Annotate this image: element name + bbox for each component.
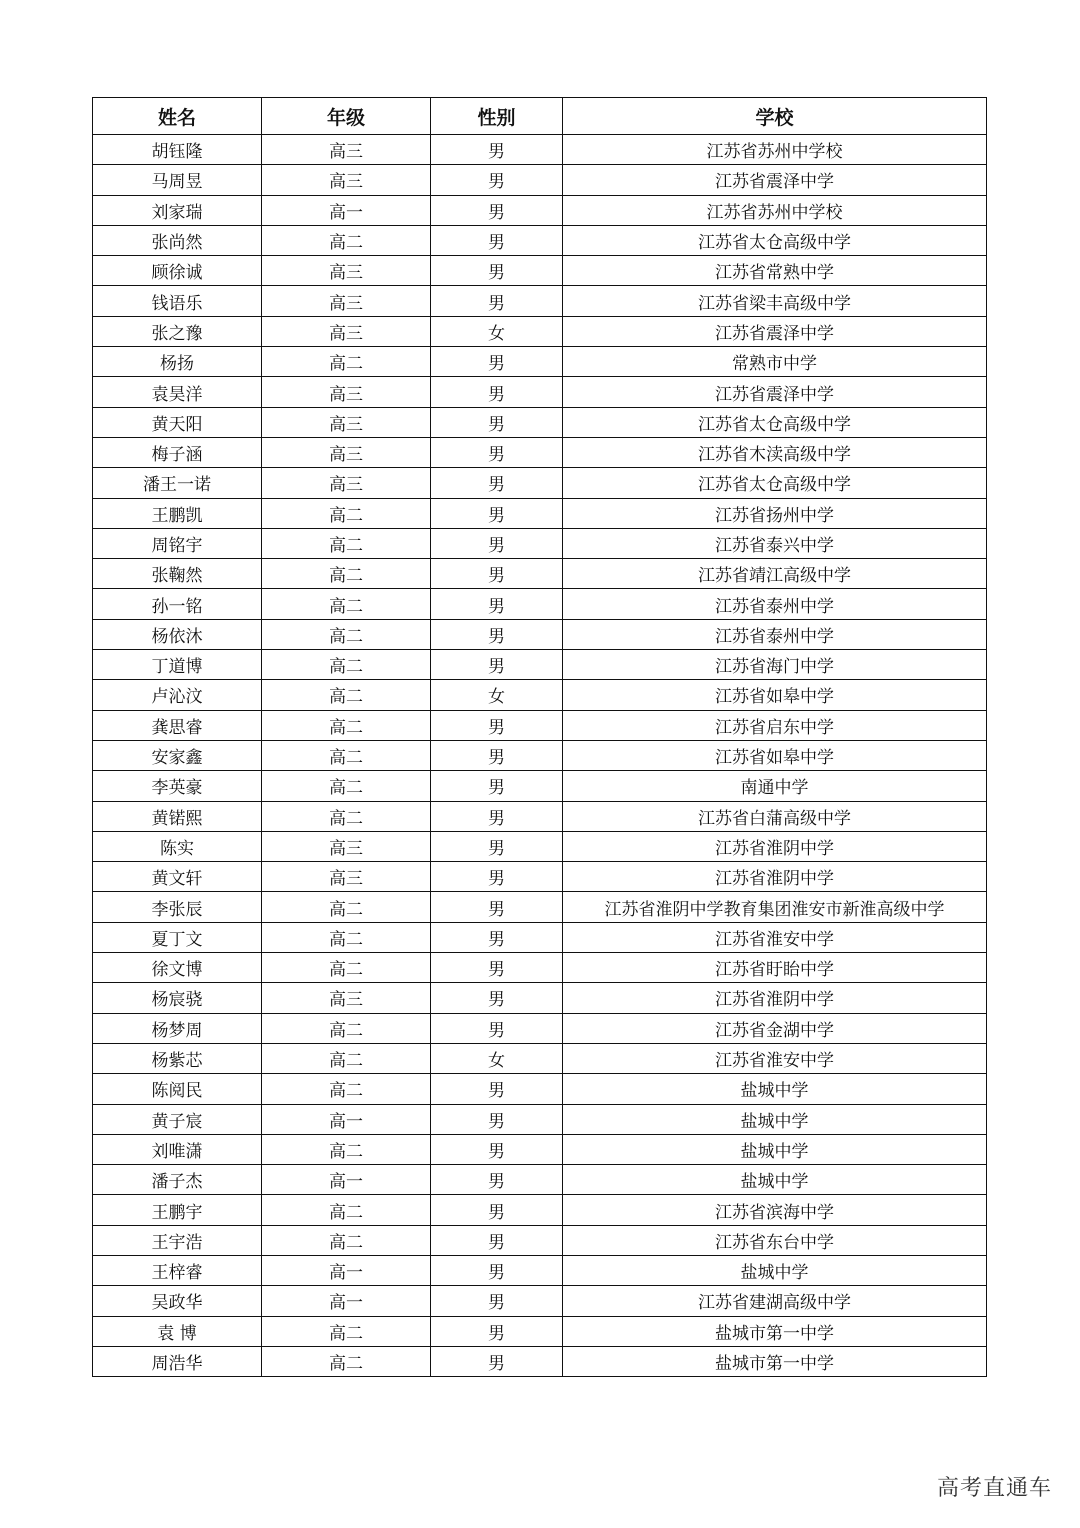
- table-row: [93, 619, 987, 649]
- cell-gender: 男: [431, 1195, 563, 1225]
- cell-grade: 高三: [262, 256, 431, 286]
- cell-school: 常熟市中学: [563, 347, 987, 377]
- cell-school: 江苏省苏州中学校: [563, 195, 987, 225]
- cell-gender: 男: [431, 347, 563, 377]
- cell-gender: 男: [431, 1165, 563, 1195]
- table-row: [93, 1165, 987, 1195]
- cell-gender: 男: [431, 710, 563, 740]
- cell-school: 江苏省震泽中学: [563, 377, 987, 407]
- cell-school: 江苏省淮阴中学: [563, 862, 987, 892]
- table-row: [93, 225, 987, 255]
- cell-school: 盐城市第一中学: [563, 1346, 987, 1376]
- cell-grade: 高三: [262, 165, 431, 195]
- cell-name: 安家鑫: [93, 740, 262, 770]
- header-school: 学校: [563, 98, 987, 135]
- cell-school: 江苏省常熟中学: [563, 256, 987, 286]
- cell-school: 江苏省淮安中学: [563, 1043, 987, 1073]
- table-row: [93, 256, 987, 286]
- cell-name: 丁道博: [93, 650, 262, 680]
- cell-name: 马周昱: [93, 165, 262, 195]
- cell-name: 潘子杰: [93, 1165, 262, 1195]
- table-row: [93, 1225, 987, 1255]
- cell-name: 夏丁文: [93, 922, 262, 952]
- student-table: [92, 97, 987, 1377]
- cell-school: 江苏省太仓高级中学: [563, 468, 987, 498]
- cell-grade: 高三: [262, 862, 431, 892]
- cell-grade: 高三: [262, 831, 431, 861]
- cell-grade: 高三: [262, 316, 431, 346]
- cell-name: 刘家瑞: [93, 195, 262, 225]
- cell-school: 盐城中学: [563, 1255, 987, 1285]
- table-row: [93, 771, 987, 801]
- cell-name: 吴政华: [93, 1286, 262, 1316]
- cell-school: 江苏省淮阴中学: [563, 831, 987, 861]
- cell-name: 杨梦周: [93, 1013, 262, 1043]
- cell-grade: 高三: [262, 407, 431, 437]
- cell-school: 江苏省震泽中学: [563, 165, 987, 195]
- cell-grade: 高三: [262, 983, 431, 1013]
- cell-school: 江苏省木渎高级中学: [563, 437, 987, 467]
- table-row: [93, 165, 987, 195]
- cell-gender: 男: [431, 1225, 563, 1255]
- cell-school: 盐城市第一中学: [563, 1316, 987, 1346]
- cell-gender: 男: [431, 1104, 563, 1134]
- cell-school: 江苏省建湖高级中学: [563, 1286, 987, 1316]
- cell-name: 卢沁汶: [93, 680, 262, 710]
- cell-school: 江苏省如皋中学: [563, 680, 987, 710]
- table-row: [93, 1286, 987, 1316]
- cell-name: 钱语乐: [93, 286, 262, 316]
- cell-school: 江苏省如皋中学: [563, 740, 987, 770]
- cell-school: 江苏省东台中学: [563, 1225, 987, 1255]
- cell-grade: 高二: [262, 347, 431, 377]
- cell-gender: 男: [431, 1346, 563, 1376]
- cell-grade: 高二: [262, 225, 431, 255]
- cell-name: 龚思睿: [93, 710, 262, 740]
- cell-grade: 高二: [262, 498, 431, 528]
- cell-name: 周铭宇: [93, 528, 262, 558]
- cell-gender: 男: [431, 195, 563, 225]
- cell-name: 徐文博: [93, 953, 262, 983]
- cell-name: 李张辰: [93, 892, 262, 922]
- table-row: [93, 983, 987, 1013]
- cell-school: 江苏省滨海中学: [563, 1195, 987, 1225]
- cell-grade: 高二: [262, 953, 431, 983]
- cell-grade: 高一: [262, 1286, 431, 1316]
- cell-name: 孙一铭: [93, 589, 262, 619]
- table-row: [93, 801, 987, 831]
- header-gender: 性别: [431, 98, 563, 135]
- cell-gender: 男: [431, 801, 563, 831]
- cell-school: 江苏省泰州中学: [563, 619, 987, 649]
- cell-gender: 男: [431, 771, 563, 801]
- cell-school: 江苏省震泽中学: [563, 316, 987, 346]
- table-row: [93, 377, 987, 407]
- cell-grade: 高二: [262, 1316, 431, 1346]
- table-row: [93, 286, 987, 316]
- cell-gender: 男: [431, 862, 563, 892]
- cell-school: 江苏省盱眙中学: [563, 953, 987, 983]
- cell-name: 黄锘熙: [93, 801, 262, 831]
- cell-gender: 男: [431, 619, 563, 649]
- table-row: [93, 347, 987, 377]
- table-row: [93, 953, 987, 983]
- table-row: [93, 922, 987, 952]
- cell-grade: 高三: [262, 468, 431, 498]
- cell-gender: 男: [431, 983, 563, 1013]
- cell-gender: 男: [431, 165, 563, 195]
- cell-grade: 高二: [262, 680, 431, 710]
- cell-grade: 高一: [262, 1104, 431, 1134]
- cell-gender: 男: [431, 1255, 563, 1285]
- cell-name: 潘王一诺: [93, 468, 262, 498]
- cell-grade: 高二: [262, 1134, 431, 1164]
- table-row: [93, 892, 987, 922]
- cell-gender: 男: [431, 528, 563, 558]
- cell-name: 李英豪: [93, 771, 262, 801]
- student-table-container: [92, 97, 986, 1377]
- cell-gender: 男: [431, 650, 563, 680]
- cell-gender: 男: [431, 953, 563, 983]
- cell-school: 江苏省白蒲高级中学: [563, 801, 987, 831]
- cell-school: 江苏省启东中学: [563, 710, 987, 740]
- cell-grade: 高二: [262, 1346, 431, 1376]
- table-row: [93, 1013, 987, 1043]
- cell-school: 盐城中学: [563, 1134, 987, 1164]
- table-row: [93, 831, 987, 861]
- cell-gender: 男: [431, 135, 563, 165]
- table-body: [93, 135, 987, 1377]
- cell-gender: 男: [431, 286, 563, 316]
- cell-gender: 男: [431, 1316, 563, 1346]
- cell-gender: 男: [431, 740, 563, 770]
- table-row: [93, 680, 987, 710]
- cell-gender: 男: [431, 256, 563, 286]
- cell-school: 江苏省靖江高级中学: [563, 559, 987, 589]
- cell-grade: 高二: [262, 710, 431, 740]
- cell-grade: 高二: [262, 771, 431, 801]
- cell-grade: 高二: [262, 740, 431, 770]
- cell-grade: 高二: [262, 1013, 431, 1043]
- cell-grade: 高二: [262, 650, 431, 680]
- cell-grade: 高三: [262, 437, 431, 467]
- cell-grade: 高三: [262, 135, 431, 165]
- cell-school: 江苏省苏州中学校: [563, 135, 987, 165]
- cell-name: 黄子宸: [93, 1104, 262, 1134]
- cell-school: 江苏省泰兴中学: [563, 528, 987, 558]
- table-row: [93, 1346, 987, 1376]
- cell-grade: 高二: [262, 619, 431, 649]
- cell-gender: 男: [431, 1013, 563, 1043]
- cell-name: 杨扬: [93, 347, 262, 377]
- cell-school: 江苏省泰州中学: [563, 589, 987, 619]
- cell-name: 王鹏凯: [93, 498, 262, 528]
- cell-gender: 女: [431, 316, 563, 346]
- cell-school: 江苏省淮阴中学教育集团淮安市新淮高级中学: [563, 892, 987, 922]
- cell-name: 黄文轩: [93, 862, 262, 892]
- cell-gender: 男: [431, 377, 563, 407]
- cell-gender: 男: [431, 1286, 563, 1316]
- cell-gender: 男: [431, 559, 563, 589]
- table-row: [93, 1255, 987, 1285]
- watermark: 高考直通车: [936, 1476, 1052, 1501]
- cell-name: 王梓睿: [93, 1255, 262, 1285]
- cell-name: 杨紫芯: [93, 1043, 262, 1073]
- cell-school: 江苏省金湖中学: [563, 1013, 987, 1043]
- cell-grade: 高一: [262, 195, 431, 225]
- cell-name: 王宇浩: [93, 1225, 262, 1255]
- cell-name: 杨依沐: [93, 619, 262, 649]
- table-row: [93, 498, 987, 528]
- cell-name: 黄天阳: [93, 407, 262, 437]
- cell-gender: 男: [431, 831, 563, 861]
- table-row: [93, 862, 987, 892]
- table-row: [93, 135, 987, 165]
- cell-grade: 高二: [262, 892, 431, 922]
- table-row: [93, 559, 987, 589]
- cell-name: 张之豫: [93, 316, 262, 346]
- cell-grade: 高二: [262, 922, 431, 952]
- header-name: 姓名: [93, 98, 262, 135]
- cell-grade: 高一: [262, 1255, 431, 1285]
- cell-gender: 男: [431, 437, 563, 467]
- table-row: [93, 1043, 987, 1073]
- cell-school: 江苏省淮阴中学: [563, 983, 987, 1013]
- cell-gender: 男: [431, 922, 563, 952]
- cell-school: 江苏省淮安中学: [563, 922, 987, 952]
- cell-name: 袁昊洋: [93, 377, 262, 407]
- table-row: [93, 407, 987, 437]
- cell-grade: 高二: [262, 1225, 431, 1255]
- cell-grade: 高二: [262, 1074, 431, 1104]
- cell-grade: 高二: [262, 559, 431, 589]
- table-row: [93, 650, 987, 680]
- table-row: [93, 1134, 987, 1164]
- table-row: [93, 195, 987, 225]
- table-row: [93, 528, 987, 558]
- table-header-row: [93, 98, 987, 135]
- cell-school: 盐城中学: [563, 1104, 987, 1134]
- cell-grade: 高二: [262, 1043, 431, 1073]
- cell-grade: 高二: [262, 801, 431, 831]
- cell-school: 盐城中学: [563, 1165, 987, 1195]
- cell-gender: 女: [431, 680, 563, 710]
- cell-grade: 高二: [262, 1195, 431, 1225]
- table-row: [93, 710, 987, 740]
- cell-name: 刘唯潇: [93, 1134, 262, 1164]
- cell-grade: 高二: [262, 589, 431, 619]
- cell-gender: 男: [431, 407, 563, 437]
- cell-grade: 高三: [262, 286, 431, 316]
- table-row: [93, 468, 987, 498]
- cell-name: 袁 博: [93, 1316, 262, 1346]
- cell-school: 南通中学: [563, 771, 987, 801]
- cell-name: 顾徐诚: [93, 256, 262, 286]
- cell-school: 盐城中学: [563, 1074, 987, 1104]
- cell-grade: 高二: [262, 528, 431, 558]
- table-row: [93, 1195, 987, 1225]
- cell-name: 陈阅民: [93, 1074, 262, 1104]
- cell-gender: 男: [431, 498, 563, 528]
- cell-name: 周浩华: [93, 1346, 262, 1376]
- header-grade: 年级: [262, 98, 431, 135]
- cell-school: 江苏省扬州中学: [563, 498, 987, 528]
- cell-gender: 男: [431, 589, 563, 619]
- table-row: [93, 589, 987, 619]
- cell-gender: 男: [431, 225, 563, 255]
- cell-grade: 高一: [262, 1165, 431, 1195]
- cell-gender: 男: [431, 892, 563, 922]
- table-row: [93, 437, 987, 467]
- cell-school: 江苏省海门中学: [563, 650, 987, 680]
- cell-school: 江苏省太仓高级中学: [563, 225, 987, 255]
- cell-name: 王鹏宇: [93, 1195, 262, 1225]
- cell-gender: 女: [431, 1043, 563, 1073]
- cell-school: 江苏省太仓高级中学: [563, 407, 987, 437]
- cell-name: 胡钰隆: [93, 135, 262, 165]
- table-row: [93, 1074, 987, 1104]
- cell-name: 梅子涵: [93, 437, 262, 467]
- table-row: [93, 1316, 987, 1346]
- cell-name: 杨宸骁: [93, 983, 262, 1013]
- table-row: [93, 1104, 987, 1134]
- cell-name: 张尚然: [93, 225, 262, 255]
- cell-name: 陈实: [93, 831, 262, 861]
- cell-school: 江苏省梁丰高级中学: [563, 286, 987, 316]
- table-row: [93, 740, 987, 770]
- cell-gender: 男: [431, 1074, 563, 1104]
- cell-gender: 男: [431, 468, 563, 498]
- cell-gender: 男: [431, 1134, 563, 1164]
- cell-grade: 高三: [262, 377, 431, 407]
- cell-name: 张鞠然: [93, 559, 262, 589]
- table-row: [93, 316, 987, 346]
